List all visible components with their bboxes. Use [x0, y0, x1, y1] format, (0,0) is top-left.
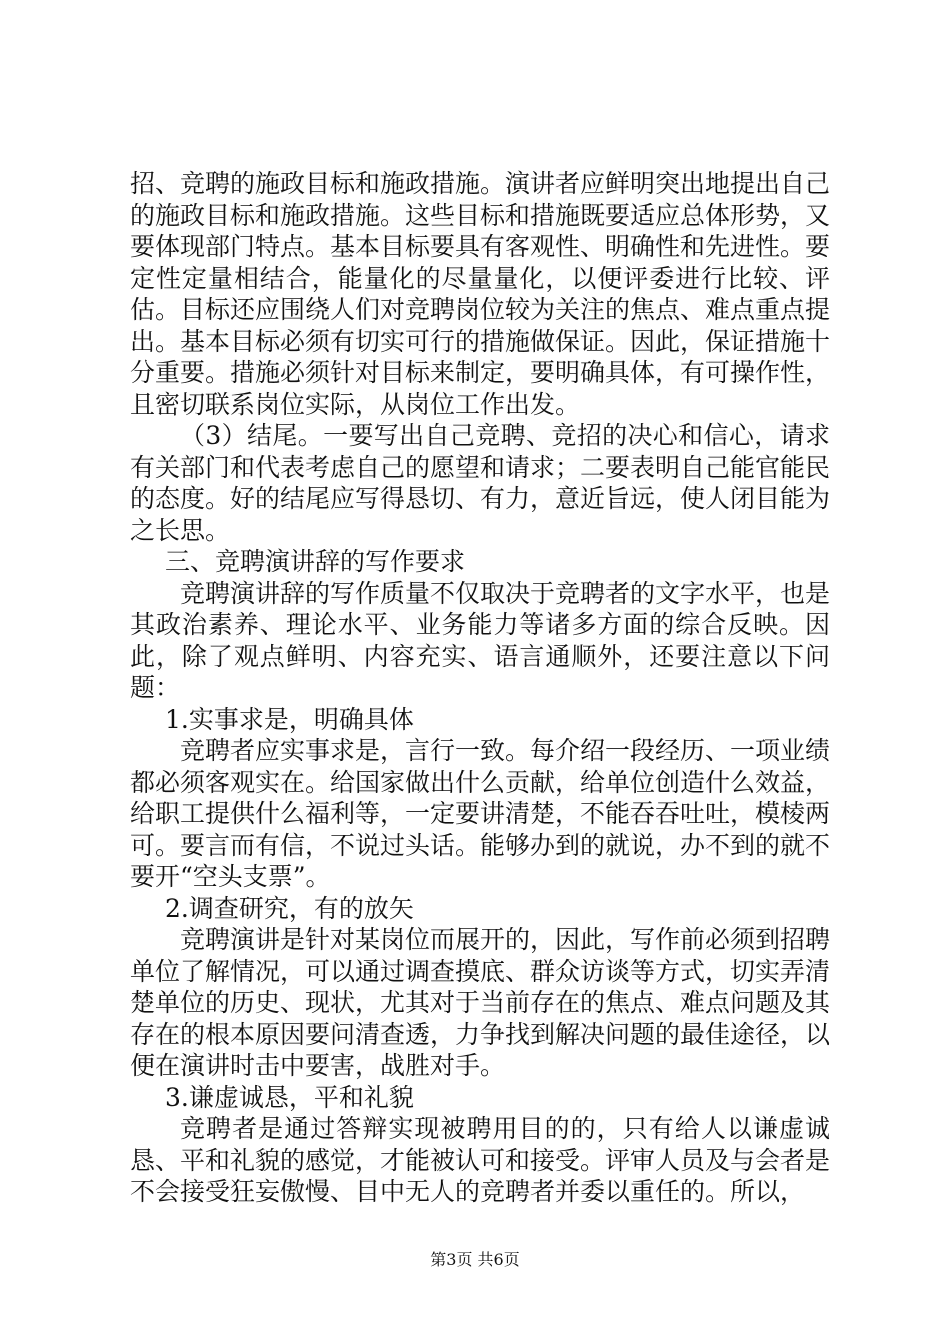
paragraph-goals-measures: 招、竞聘的施政目标和施政措施。演讲者应鲜明突出地提出自己的施政目标和施政措施。这些目标和措施既要适应总体形势，又要体现部门特点。基本目标要具有客观性、明确性和先进性。要定性定量相结合，能量化的尽量量化，以便评委进行比较、评估。目标还应围绕人们对竞聘岗位较为关注的焦点、难点重点提出。基本目标必须有切实可行的措施做保证。因此，保证措施十分重要。措施必须针对目标来制定，要明确具体，有可操作性，且密切联系岗位实际，从岗位工作出发。: [130, 169, 831, 419]
subheading-seek-truth: 1.实事求是，明确具体: [165, 704, 414, 734]
paragraph-ending: （3）结尾。一要写出自己竞聘、竞招的决心和信心，请求有关部门和代表考虑自己的愿望和请求；二要表明自己能官能民的态度。好的结尾应写得恳切、有力，意近旨远，使人闭目能为之长思。: [130, 421, 831, 545]
paragraph-modesty: 竞聘者是通过答辩实现被聘用目的的，只有给人以谦虚诚恳、平和礼貌的感觉，才能被认可和接受。评审人员及与会者是不会接受狂妄傲慢、目中无人的竞聘者并委以重任的。所以，: [130, 1114, 831, 1206]
document-body: [130, 168, 830, 1208]
paragraph-seek-truth: 竞聘者应实事求是，言行一致。每介绍一段经历、一项业绩都必须客观实在。给国家做出什么贡献，给单位创造什么效益，给职工提供什么福利等，一定要讲清楚，不能吞吞吐吐，模棱两可。要言而有信，不说过头话。能够办到的就说，办不到的就不要开“空头支票”。: [130, 736, 831, 891]
paragraph-quality-intro: 竞聘演讲辞的写作质量不仅取决于竞聘者的文字水平，也是其政治素养、理论水平、业务能力等诸多方面的综合反映。因此，除了观点鲜明、内容充实、语言通顺外，还要注意以下问题：: [130, 578, 831, 702]
paragraph-investigation: 竞聘演讲是针对某岗位而展开的，因此，写作前必须到招聘单位了解情况，可以通过调查摸底、群众访谈等方式，切实弄清楚单位的历史、现状，尤其对于当前存在的焦点、难点问题及其存在的根本原因要问清查透，力争找到解决问题的最佳途径，以便在演讲时击中要害，战胜对手。: [130, 925, 831, 1080]
subheading-modesty: 3.谦虚诚恳，平和礼貌: [165, 1082, 414, 1112]
section-heading-writing-requirements: 三、竞聘演讲辞的写作要求: [165, 547, 466, 576]
subheading-investigation: 2.调查研究，有的放矢: [165, 893, 414, 923]
page-number-footer: 第3页 共6页: [430, 1250, 520, 1269]
